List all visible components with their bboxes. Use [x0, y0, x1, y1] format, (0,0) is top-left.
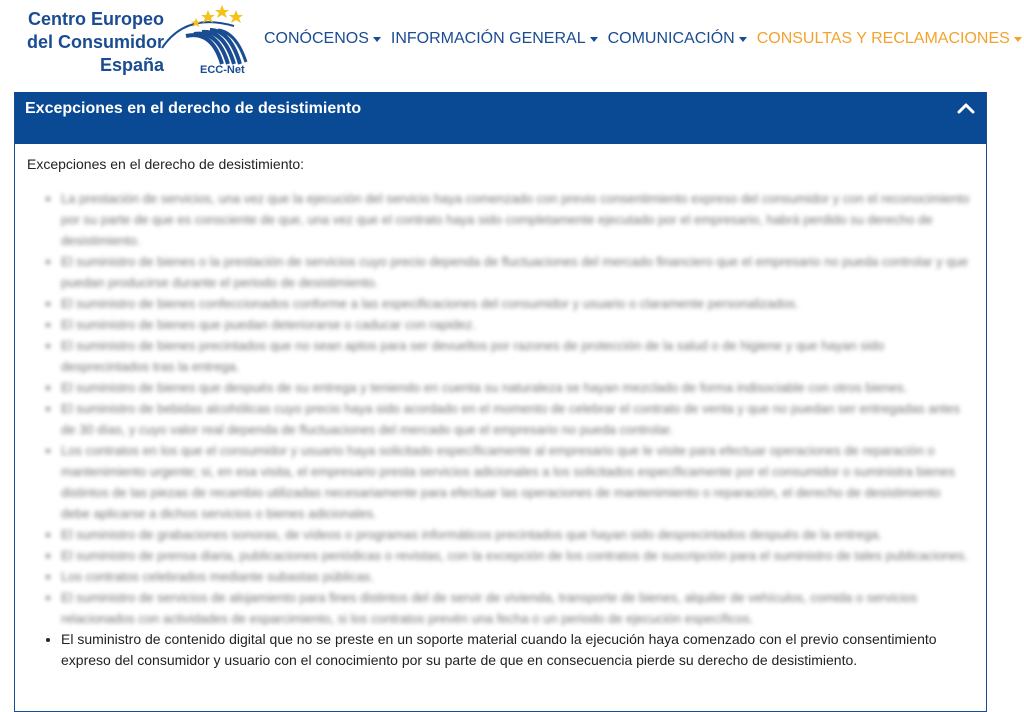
list-item: • El suministro de bienes confeccionados conforme a las especificaciones del consumidor y usuario o claramente personalizados.	[61, 293, 972, 314]
logo-line-3: España	[99, 55, 164, 75]
nav-item-label: INFORMACIÓN GENERAL	[390, 30, 586, 47]
accordion-panel	[14, 92, 987, 712]
ecc-net-label: ECC-Net	[200, 64, 245, 76]
caret-down-icon	[739, 37, 747, 42]
nav-item-consultas-reclamaciones[interactable]	[757, 30, 1022, 48]
chevron-up-icon[interactable]	[956, 101, 976, 115]
nav-item-label: COMUNICACIÓN	[607, 30, 735, 47]
nav-item-label: CONSULTAS Y RECLAMACIONES	[756, 30, 1010, 47]
caret-down-icon	[590, 37, 598, 42]
list-item: • El suministro de contenido digital que no se preste en un soporte material cuando la ejecución haya comenzado con el previo consentimiento expreso del consumidor y usuario con el conocimiento por su parte de que en consecuencia pierde su derecho de desistimiento.	[61, 629, 972, 671]
site-logo[interactable]	[14, 8, 250, 82]
caret-down-icon	[373, 37, 381, 42]
list-item: • El suministro de grabaciones sonoras, de vídeos o programas informáticos precintados que hayan sido desprecintados después de la entrega.	[61, 524, 972, 545]
exceptions-list	[27, 188, 972, 671]
nav-item-informacion-general[interactable]	[391, 30, 598, 48]
list-item: • El suministro de bienes precintados que no sean aptos para ser devueltos por razones de protección de la salud o de higiene y que hayan sido desprecintados tras la entrega.	[61, 335, 972, 377]
nav-item-label: CONÓCENOS	[264, 30, 369, 47]
list-item: • El suministro de bienes que después de su entrega y teniendo en cuenta su naturaleza se hayan mezclado de forma indisociable con otros bienes.	[61, 377, 972, 398]
list-item: • El suministro de servicios de alojamiento para fines distintos del de servir de vivienda, transporte de bienes, alquiler de vehículos, comida o servicios relacionados con actividades de esparcimiento, si los contratos prevén una fecha o un periodo de ejecución específicos.	[61, 587, 972, 629]
panel-title: Excepciones en el derecho de desistimiento	[25, 100, 362, 117]
accordion-body	[15, 144, 986, 671]
logo-text	[14, 8, 164, 77]
list-item: • Los contratos celebrados mediante subastas públicas.	[61, 566, 972, 587]
panel-intro: Excepciones en el derecho de desistimiento:	[27, 156, 305, 172]
accordion-header[interactable]	[15, 92, 986, 144]
nav-item-conocenos[interactable]	[264, 30, 381, 48]
main-nav	[264, 30, 1024, 48]
list-item: • El suministro de prensa diaria, publicaciones periódicas o revistas, con la excepción de los contratos de suscripción para el suministro de tales publicaciones.	[61, 545, 972, 566]
site-header	[0, 0, 1024, 92]
list-item: • Los contratos en los que el consumidor y usuario haya solicitado específicamente al empresario que le visite para efectuar operaciones de reparación o mantenimiento urgente; si, en esa visita, el empresario presta servicios adicionales a los solicitados específicamente por el consumidor o suministra bienes distintos de las piezas de recambio utilizadas necesariamente para efectuar las operaciones de mantenimiento o reparación, el derecho de desistimiento debe aplicarse a dichos servicios o bienes adicionales.	[61, 440, 972, 524]
nav-item-comunicacion[interactable]	[608, 30, 747, 48]
list-item: • El suministro de bienes o la prestación de servicios cuyo precio dependa de fluctuaciones del mercado financiero que el empresario no pueda controlar y que puedan producirse durante el periodo de desistimiento.	[61, 251, 972, 293]
list-item: • El suministro de bebidas alcohólicas cuyo precio haya sido acordado en el momento de celebrar el contrato de venta y que no puedan ser entregadas antes de 30 días, y cuyo valor real dependa de fluctuaciones del mercado que el empresario no pueda controlar.	[61, 398, 972, 440]
list-item: • El suministro de bienes que puedan deteriorarse o caducar con rapidez.	[61, 314, 972, 335]
logo-line-1: Centro Europeo	[27, 9, 164, 29]
logo-line-2: del Consumidor	[26, 32, 164, 52]
list-item: • La prestación de servicios, una vez que la ejecución del servicio haya comenzado con previo consentimiento expreso del consumidor y con el reconocimiento por su parte de que es consciente de que, una vez que el contrato haya sido completamente ejecutado por el empresario, habrá perdido su derecho de desistimiento.	[61, 188, 972, 251]
caret-down-icon	[1014, 37, 1022, 42]
